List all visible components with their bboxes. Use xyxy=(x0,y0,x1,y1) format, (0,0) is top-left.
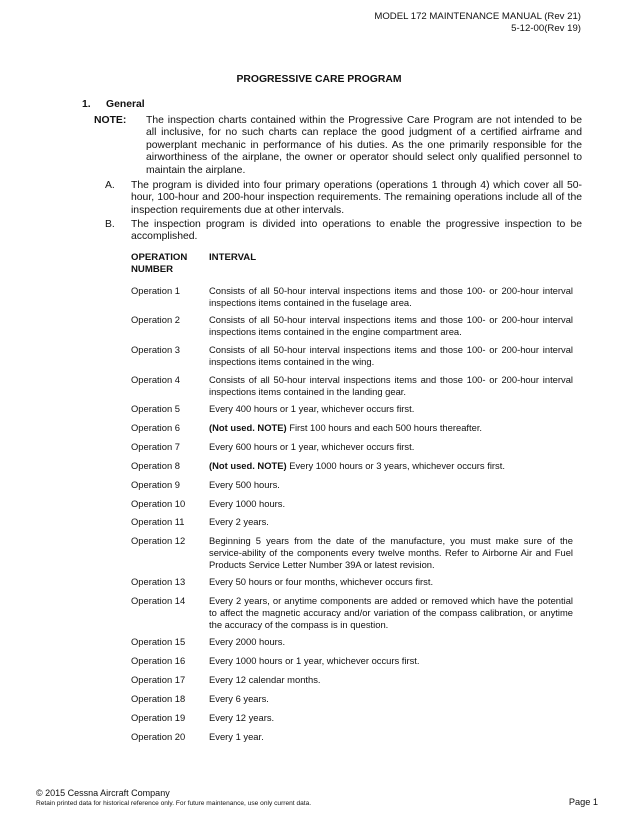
paragraph-letter: A. xyxy=(105,180,115,191)
section-number: 1. xyxy=(82,99,91,110)
note-block xyxy=(94,115,582,177)
interval-prefix: (Not used. NOTE) xyxy=(209,422,287,433)
operation-number-header: OPERATION NUMBER xyxy=(131,252,188,275)
section-heading xyxy=(82,99,145,110)
interval-text: Every 2 years, or anytime components are added or removed which have the potential to affect the magnetic accuracy and/or variation of the compass calibration, or anytime the accuracy of the compass is in question. xyxy=(209,595,573,630)
interval-cell xyxy=(209,595,573,630)
operation-cell: Operation 6 xyxy=(131,422,180,433)
interval-text: Every 2000 hours. xyxy=(209,636,286,647)
interval-cell xyxy=(209,314,573,338)
interval-text: Every 1000 hours. xyxy=(209,498,286,509)
interval-text: Consists of all 50-hour interval inspections items and those 100- or 200-hour interval inspections items contained in the landing gear. xyxy=(209,374,573,397)
operation-cell: Operation 19 xyxy=(131,712,186,723)
paragraph-text: The inspection program is divided into operations to enable the progressive inspection to be accomplished. xyxy=(131,219,582,243)
paragraph-letter: B. xyxy=(105,219,115,230)
operation-cell: Operation 11 xyxy=(131,516,185,527)
interval-text: Every 6 years. xyxy=(209,693,269,704)
interval-text: Consists of all 50-hour interval inspections items and those 100- or 200-hour interval inspections items contained in the engine compartment area. xyxy=(209,314,573,337)
interval-text: Every 1 year. xyxy=(209,731,264,742)
interval-cell xyxy=(209,712,573,724)
interval-text: Every 1000 hours or 3 years, whichever occurs first. xyxy=(286,460,505,471)
note-label: NOTE: xyxy=(94,115,127,126)
operation-cell: Operation 16 xyxy=(131,655,186,666)
interval-text: Every 500 hours. xyxy=(209,479,280,490)
interval-prefix: (Not used. NOTE) xyxy=(209,460,287,471)
interval-cell xyxy=(209,374,573,398)
interval-text: Every 12 years. xyxy=(209,712,275,723)
operation-cell: Operation 18 xyxy=(131,693,186,704)
interval-cell xyxy=(209,516,573,528)
operation-cell: Operation 14 xyxy=(131,595,186,606)
operation-cell: Operation 4 xyxy=(131,374,180,385)
interval-text: Every 1000 hours or 1 year, whichever occurs first. xyxy=(209,655,420,666)
operation-cell: Operation 15 xyxy=(131,636,186,647)
interval-cell xyxy=(209,498,573,510)
operation-cell: Operation 1 xyxy=(131,285,180,296)
interval-cell xyxy=(209,674,573,686)
interval-text: Consists of all 50-hour interval inspections items and those 100- or 200-hour interval inspections items contained in the wing. xyxy=(209,344,573,367)
interval-text: Every 400 hours or 1 year, whichever occurs first. xyxy=(209,403,415,414)
operation-cell: Operation 3 xyxy=(131,344,180,355)
interval-cell xyxy=(209,441,573,453)
interval-text: Every 50 hours or four months, whichever occurs first. xyxy=(209,576,434,587)
interval-cell xyxy=(209,535,573,570)
operation-cell: Operation 20 xyxy=(131,731,186,742)
note-text: The inspection charts contained within the Progressive Care Program are not intended to be all inclusive, for no such charts can replace the good judgment of a certified airframe and powerplant mechanic in performance of his duties. As the one primarily responsible for the airworthiness of the airplane, the owner or operator should select only qualified personnel to maintain the airplane. xyxy=(146,115,582,176)
section-title: General xyxy=(106,99,145,110)
interval-cell xyxy=(209,731,573,743)
copyright-notice: © 2015 Cessna Aircraft Company xyxy=(36,788,170,798)
retention-disclaimer: Retain printed data for historical reference only. For future maintenance, use only current data. xyxy=(36,799,312,807)
interval-cell xyxy=(209,636,573,648)
running-header xyxy=(374,11,581,34)
operation-cell: Operation 17 xyxy=(131,674,186,685)
interval-text: First 100 hours and each 500 hours thereafter. xyxy=(286,422,483,433)
section-reference: 5-12-00(Rev 19) xyxy=(511,22,581,34)
interval-header: INTERVAL xyxy=(209,252,257,263)
page-number: Page 1 xyxy=(568,797,598,807)
paragraph-text: The program is divided into four primary operations (operations 1 through 4) which cover all 50-hour, 100-hour and 200-hour inspection requirements. The remaining operations include all of the inspection requirements due at other intervals. xyxy=(131,180,582,216)
interval-cell xyxy=(209,479,573,491)
paragraph-a xyxy=(105,180,582,217)
manual-title: MODEL 172 MAINTENANCE MANUAL (Rev 21) xyxy=(374,11,581,22)
interval-cell xyxy=(209,693,573,705)
interval-cell xyxy=(209,344,573,368)
interval-cell xyxy=(209,460,573,472)
interval-text: Every 12 calendar months. xyxy=(209,674,321,685)
operation-cell: Operation 7 xyxy=(131,441,180,452)
interval-text: Every 600 hours or 1 year, whichever occurs first. xyxy=(209,441,415,452)
operation-cell: Operation 12 xyxy=(131,535,186,546)
interval-text: Consists of all 50-hour interval inspections items and those 100- or 200-hour interval inspections items contained in the fuselage area. xyxy=(209,285,573,308)
page-footer xyxy=(36,788,311,809)
interval-text: Every 2 years. xyxy=(209,516,269,527)
interval-cell xyxy=(209,422,573,434)
interval-cell xyxy=(209,285,573,309)
paragraph-b xyxy=(105,219,582,244)
operation-cell: Operation 5 xyxy=(131,403,180,414)
interval-text: Beginning 5 years from the date of the manufacture, you must make sure of the service-ability of the components every twelve months. Refer to Airborne Air and Fuel Products Service Letter Number 39A or latest revision. xyxy=(209,535,573,570)
interval-cell xyxy=(209,655,573,667)
page-title: PROGRESSIVE CARE PROGRAM xyxy=(236,74,402,85)
operation-cell: Operation 13 xyxy=(131,576,186,587)
operation-cell: Operation 9 xyxy=(131,479,180,490)
operation-cell: Operation 10 xyxy=(131,498,186,509)
interval-cell xyxy=(209,576,573,588)
interval-cell xyxy=(209,403,573,415)
operation-cell: Operation 2 xyxy=(131,314,180,325)
operation-cell: Operation 8 xyxy=(131,460,180,471)
